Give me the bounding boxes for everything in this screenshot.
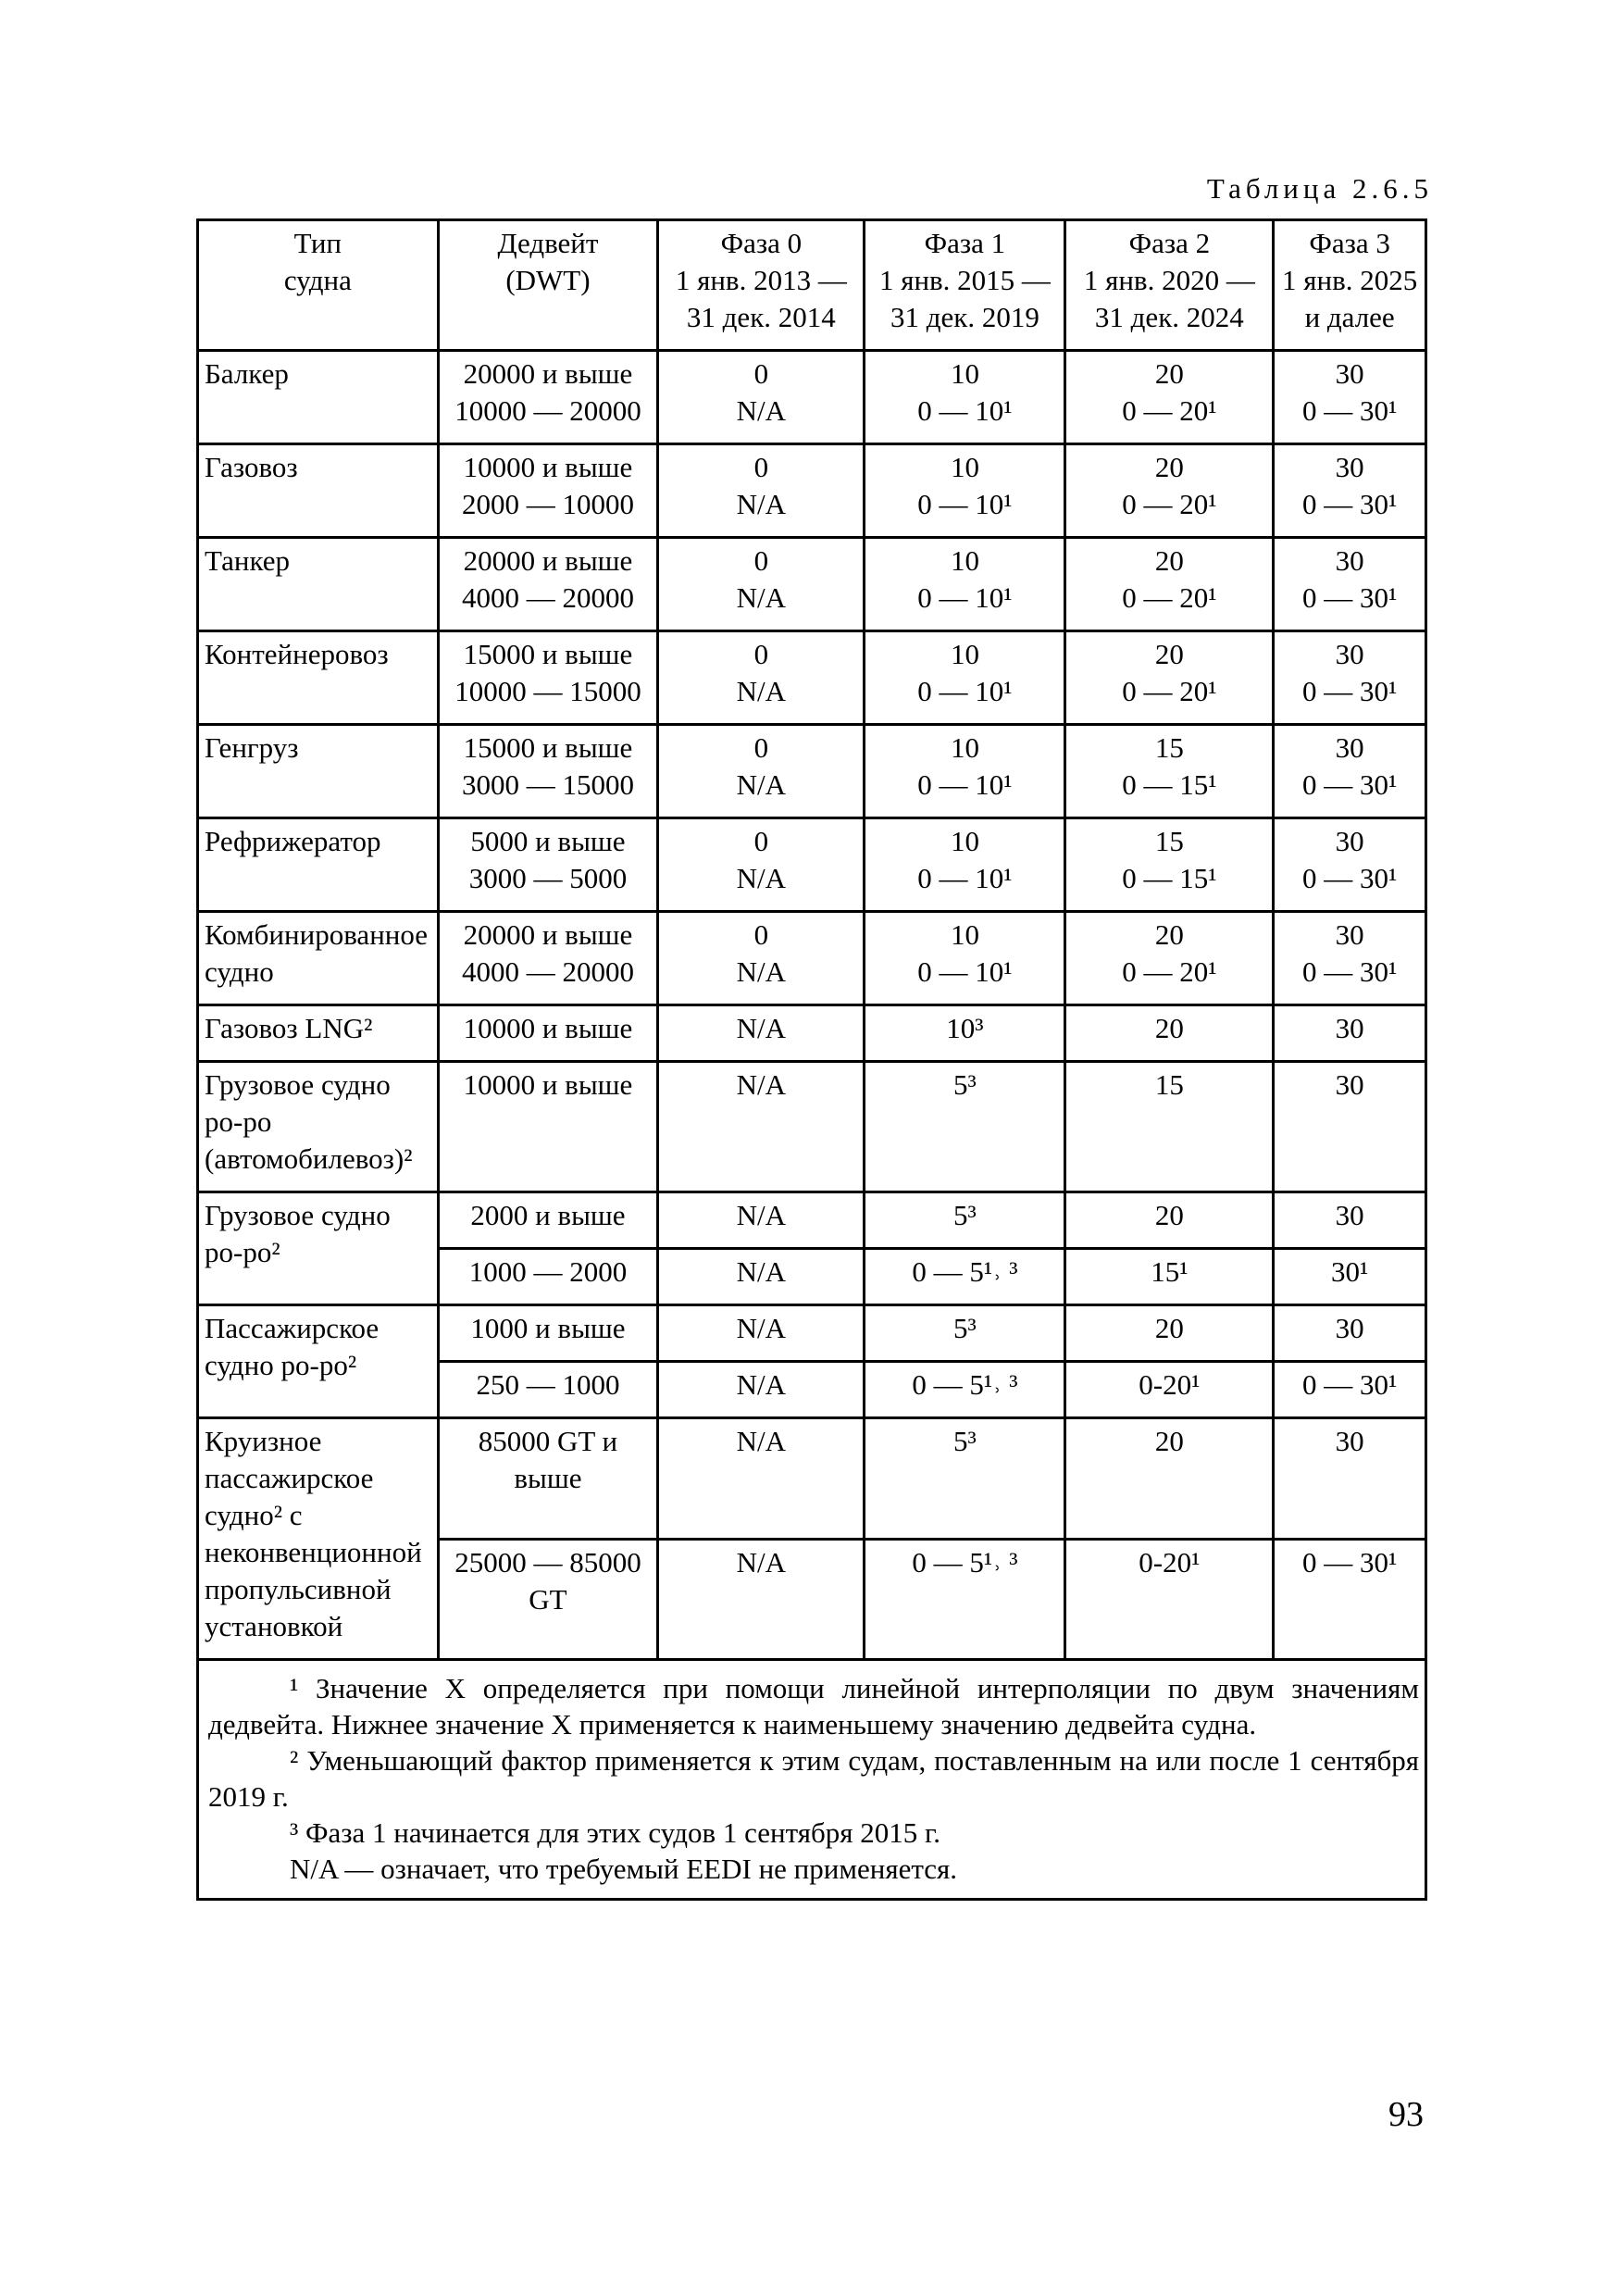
table-header-row — [198, 220, 1426, 351]
ship-type-cell: Балкер — [198, 351, 439, 444]
deadweight-cell: 20000 и выше 4000 — 20000 — [438, 538, 658, 631]
deadweight-cell: 1000 и выше — [438, 1305, 658, 1362]
header-phase-3: Фаза 3 1 янв. 2025 и далее — [1274, 220, 1426, 351]
header-ship-type: Тип судна — [198, 220, 439, 351]
phase-0-cell: N/A — [658, 1192, 865, 1249]
phase-0-cell: 0 N/A — [658, 818, 865, 912]
phase-1-cell: 10 0 — 10¹ — [865, 912, 1065, 1005]
table-row — [198, 1192, 1426, 1249]
phase-2-cell: 20 0 — 20¹ — [1065, 351, 1274, 444]
phase-3-cell: 30 0 — 30¹ — [1274, 631, 1426, 725]
table-row — [198, 725, 1426, 818]
deadweight-cell: 10000 и выше — [438, 1062, 658, 1192]
ship-type-cell: Комбинированное судно — [198, 912, 439, 1005]
phase-1-cell: 0 — 5¹˒ ³ — [865, 1249, 1065, 1305]
phase-3-cell: 30 0 — 30¹ — [1274, 912, 1426, 1005]
phase-1-cell: 0 — 5¹˒ ³ — [865, 1539, 1065, 1660]
phase-0-cell: N/A — [658, 1539, 865, 1660]
footnote-2: ² Уменьшающий фактор применяется к этим судам, поставленным на или после 1 сентября 2019 г. — [208, 1744, 1419, 1813]
deadweight-cell: 15000 и выше 10000 — 15000 — [438, 631, 658, 725]
deadweight-cell: 15000 и выше 3000 — 15000 — [438, 725, 658, 818]
footnote-4: N/A — означает, что требуемый EEDI не применяется. — [290, 1853, 958, 1885]
phase-1-cell: 10 0 — 10¹ — [865, 351, 1065, 444]
ship-type-cell: Круизное пассажирское судно² с неконвенционной пропульсивной установкой — [198, 1418, 439, 1660]
footnote-1: ¹ Значение X определяется при помощи линейной интерполяции по двум значениям дедвейта. Нижнее значение X применяется к наименьшему значению дедвейта судна. — [208, 1672, 1419, 1741]
phase-2-cell: 20 0 — 20¹ — [1065, 444, 1274, 538]
phase-3-cell: 30 0 — 30¹ — [1274, 351, 1426, 444]
footnote-3: ³ Фаза 1 начинается для этих судов 1 сентября 2015 г. — [290, 1816, 941, 1849]
deadweight-cell: 250 — 1000 — [438, 1362, 658, 1418]
eedi-reduction-table — [196, 218, 1427, 1901]
phase-3-cell: 30 0 — 30¹ — [1274, 725, 1426, 818]
phase-3-cell: 30 — [1274, 1305, 1426, 1362]
page-number: 93 — [1388, 2095, 1424, 2134]
deadweight-cell: 10000 и выше — [438, 1005, 658, 1062]
ship-type-cell: Газовоз LNG² — [198, 1005, 439, 1062]
phase-2-cell: 15 — [1065, 1062, 1274, 1192]
phase-0-cell: N/A — [658, 1005, 865, 1062]
deadweight-cell: 20000 и выше 4000 — 20000 — [438, 912, 658, 1005]
ship-type-cell: Генгруз — [198, 725, 439, 818]
phase-1-cell: 5³ — [865, 1305, 1065, 1362]
table-row — [198, 1062, 1426, 1192]
deadweight-cell: 2000 и выше — [438, 1192, 658, 1249]
phase-0-cell: 0 N/A — [658, 444, 865, 538]
phase-0-cell: 0 N/A — [658, 538, 865, 631]
phase-1-cell: 10 0 — 10¹ — [865, 444, 1065, 538]
deadweight-cell: 85000 GT и выше — [438, 1418, 658, 1540]
phase-3-cell: 30 — [1274, 1005, 1426, 1062]
phase-3-cell: 30 — [1274, 1062, 1426, 1192]
table-row — [198, 1305, 1426, 1362]
phase-3-cell: 0 — 30¹ — [1274, 1539, 1426, 1660]
phase-2-cell: 20 0 — 20¹ — [1065, 538, 1274, 631]
phase-1-cell: 5³ — [865, 1192, 1065, 1249]
ship-type-cell: Танкер — [198, 538, 439, 631]
phase-2-cell: 15¹ — [1065, 1249, 1274, 1305]
table-row — [198, 631, 1426, 725]
ship-type-cell: Пассажирское судно ро-ро² — [198, 1305, 439, 1418]
footnotes-row — [198, 1660, 1426, 1900]
deadweight-cell: 25000 — 85000 GT — [438, 1539, 658, 1660]
phase-2-cell: 20 0 — 20¹ — [1065, 912, 1274, 1005]
phase-1-cell: 10³ — [865, 1005, 1065, 1062]
phase-2-cell: 0-20¹ — [1065, 1539, 1274, 1660]
table-row — [198, 1005, 1426, 1062]
deadweight-cell: 1000 — 2000 — [438, 1249, 658, 1305]
ship-type-cell: Газовоз — [198, 444, 439, 538]
phase-0-cell: N/A — [658, 1305, 865, 1362]
phase-0-cell: 0 N/A — [658, 631, 865, 725]
phase-1-cell: 5³ — [865, 1062, 1065, 1192]
phase-0-cell: 0 N/A — [658, 351, 865, 444]
phase-0-cell: 0 N/A — [658, 725, 865, 818]
table-body — [198, 351, 1426, 1900]
phase-1-cell: 0 — 5¹˒ ³ — [865, 1362, 1065, 1418]
phase-1-cell: 10 0 — 10¹ — [865, 631, 1065, 725]
phase-3-cell: 30 0 — 30¹ — [1274, 538, 1426, 631]
table-row — [198, 818, 1426, 912]
ship-type-cell: Контейнеровоз — [198, 631, 439, 725]
ship-type-cell: Рефрижератор — [198, 818, 439, 912]
phase-0-cell: N/A — [658, 1362, 865, 1418]
phase-2-cell: 15 0 — 15¹ — [1065, 725, 1274, 818]
footnotes-cell — [198, 1660, 1426, 1900]
table-row — [198, 444, 1426, 538]
phase-1-cell: 10 0 — 10¹ — [865, 818, 1065, 912]
phase-0-cell: N/A — [658, 1249, 865, 1305]
phase-3-cell: 30¹ — [1274, 1249, 1426, 1305]
header-phase-2: Фаза 2 1 янв. 2020 — 31 дек. 2024 — [1065, 220, 1274, 351]
phase-3-cell: 30 0 — 30¹ — [1274, 444, 1426, 538]
phase-2-cell: 20 — [1065, 1305, 1274, 1362]
phase-0-cell: N/A — [658, 1062, 865, 1192]
header-phase-1: Фаза 1 1 янв. 2015 — 31 дек. 2019 — [865, 220, 1065, 351]
phase-2-cell: 20 0 — 20¹ — [1065, 631, 1274, 725]
ship-type-cell: Грузовое судно ро-ро² — [198, 1192, 439, 1305]
phase-3-cell: 0 — 30¹ — [1274, 1362, 1426, 1418]
phase-2-cell: 20 — [1065, 1005, 1274, 1062]
header-deadweight: Дедвейт (DWT) — [438, 220, 658, 351]
deadweight-cell: 5000 и выше 3000 — 5000 — [438, 818, 658, 912]
table-row — [198, 538, 1426, 631]
table-row — [198, 1418, 1426, 1540]
deadweight-cell: 20000 и выше 10000 — 20000 — [438, 351, 658, 444]
table-row — [198, 351, 1426, 444]
header-phase-0: Фаза 0 1 янв. 2013 — 31 дек. 2014 — [658, 220, 865, 351]
phase-3-cell: 30 — [1274, 1418, 1426, 1540]
phase-2-cell: 20 — [1065, 1418, 1274, 1540]
phase-3-cell: 30 — [1274, 1192, 1426, 1249]
deadweight-cell: 10000 и выше 2000 — 10000 — [438, 444, 658, 538]
phase-1-cell: 10 0 — 10¹ — [865, 725, 1065, 818]
phase-1-cell: 10 0 — 10¹ — [865, 538, 1065, 631]
ship-type-cell: Грузовое судно ро-ро (автомобилевоз)² — [198, 1062, 439, 1192]
table-row — [198, 912, 1426, 1005]
phase-0-cell: N/A — [658, 1418, 865, 1540]
phase-2-cell: 0-20¹ — [1065, 1362, 1274, 1418]
phase-3-cell: 30 0 — 30¹ — [1274, 818, 1426, 912]
phase-1-cell: 5³ — [865, 1418, 1065, 1540]
phase-2-cell: 20 — [1065, 1192, 1274, 1249]
phase-0-cell: 0 N/A — [658, 912, 865, 1005]
table-caption: Таблица 2.6.5 — [1206, 172, 1433, 205]
phase-2-cell: 15 0 — 15¹ — [1065, 818, 1274, 912]
